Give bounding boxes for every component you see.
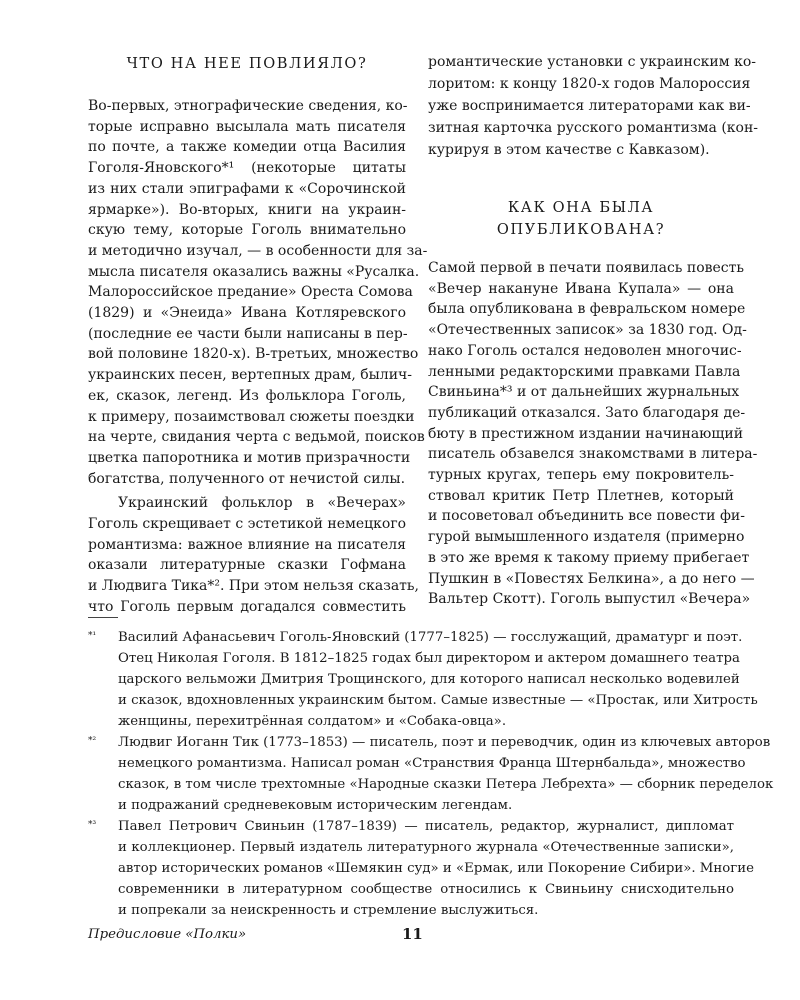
footnote-line: и подражаний средневековым историческим легендам. — [118, 798, 513, 813]
text-line: и методично изучал, — в особенности для за- — [88, 242, 428, 259]
footnote-mark: *¹ — [88, 631, 97, 641]
text-line: что Гоголь первым догадался совместить — [88, 598, 406, 615]
text-line: уже воспринимается литераторами как ви- — [428, 98, 751, 114]
footnote-line: и попрекали за неискренность и стремление выслужиться. — [118, 903, 539, 918]
text-line: в это же время к такому приему прибегает — [428, 549, 750, 566]
text-line: Пушкин в «Повестях Белкина», а до него — — [428, 570, 755, 587]
text-line: лоритом: к концу 1820-х годов Малороссия — [428, 76, 751, 92]
text-line: Гоголь скрещивает с эстетикой немецкого — [88, 516, 407, 532]
text-line: Гоголя-Яновского*¹ (некоторые цитаты — [88, 160, 406, 177]
text-line: ленными редакторскими правками Павла — [428, 363, 741, 380]
text-line: курируя в этом качестве с Кавказом). — [428, 142, 710, 158]
text-line: на черте, свидания черта с ведьмой, поисков — [88, 429, 425, 446]
footnote-line: и коллекционер. Первый издатель литературного журнала «Отечественные записки», — [118, 840, 734, 855]
text-line: богатства, полученного от нечистой силы. — [88, 470, 406, 487]
text-line: по почте, а также комедии отца Василия — [88, 139, 406, 156]
text-line: публикаций отказался. Зато благодаря де- — [428, 404, 746, 421]
footnote-mark: *³ — [88, 820, 97, 830]
text-line: Самой первой в печати появилась повесть — [428, 260, 744, 276]
text-line: гурой вымышленного издателя (примерно — [428, 529, 745, 546]
text-line: из них стали эпиграфами к «Сорочинской — [88, 180, 406, 197]
running-footer-title: Предисловие «Полки» — [88, 927, 247, 942]
footnote-mark: *² — [88, 736, 97, 746]
footnote-line: женщины, перехитрённая солдатом» и «Собака-овца». — [118, 714, 507, 729]
text-line: турных кругах, теперь ему покровитель- — [428, 467, 734, 483]
text-line: скую тему, которые Гоголь внимательно — [88, 222, 406, 239]
text-line: Свиньина*³ и от дальнейших журнальных — [428, 384, 740, 401]
text-line: нако Гоголь остался недоволен многочис- — [428, 342, 742, 359]
section-heading-publication-line2: ОПУБЛИКОВАНА? — [496, 221, 666, 238]
text-line: «Вечер накануне Ивана Купала» — она — [428, 280, 734, 297]
footnote-line: немецкого романтизма. Написал роман «Странствия Франца Штернбальда», множество — [118, 756, 746, 771]
text-line: «Отечественных записок» за 1830 год. Од- — [428, 322, 747, 339]
footnote-line: Павел Петрович Свиньин (1787–1839) — писатель, редактор, журналист, дипломат — [118, 819, 734, 834]
text-line: Вальтер Скотт). Гоголь выпустил «Вечера» — [428, 591, 751, 608]
text-line: писатель обзавелся знакомствами в литера- — [428, 446, 758, 463]
text-line: ек, сказок, легенд. Из фольклора Гоголь, — [88, 387, 406, 404]
footnote-divider — [88, 617, 118, 618]
section-heading-influences: ЧТО НА НЕЕ ПОВЛИЯЛО? — [126, 55, 368, 72]
text-line: и посоветовал объединить все повести фи- — [428, 508, 745, 525]
text-line: и Людвига Тика*². При этом нельзя сказать, — [88, 578, 419, 595]
footnote-line: современники в литературном сообществе относились к Свиньину снисходительно — [118, 882, 734, 897]
section-heading-publication: КАК ОНА БЫЛА — [507, 199, 655, 216]
text-line: торые исправно высылала мать писателя — [88, 118, 406, 135]
text-line: цветка папоротника и мотив призрачности — [88, 449, 411, 466]
text-line: Украинский фольклор в «Вечерах» — [118, 495, 406, 512]
text-line: романтизма: важное влияние на писателя — [88, 536, 406, 553]
text-line: вой половине 1820-х). В-третьих, множество — [88, 346, 419, 363]
text-line: украинских песен, вертепных драм, былич- — [88, 367, 413, 384]
text-line: (1829) и «Энеида» Ивана Котляревского — [88, 305, 406, 321]
text-line: Во-первых, этнографические сведения, ко- — [88, 98, 408, 114]
page-number: 11 — [402, 925, 423, 943]
text-line: ствовал критик Петр Плетнев, который — [428, 487, 734, 504]
footnote-line: Людвиг Иоганн Тик (1773–1853) — писатель, поэт и переводчик, один из ключевых авторов — [118, 735, 771, 750]
footnote-line: Василий Афанасьевич Гоголь-Яновский (1777–1825) — госслужащий, драматург и поэт. — [118, 630, 743, 645]
text-line: зитная карточка русского романтизма (кон- — [428, 120, 759, 136]
text-line: к примеру, позаимствовал сюжеты поездки — [88, 408, 415, 425]
footnote-line: автор исторических романов «Шемякин суд» и «Ермак, или Покорение Сибири». Многие — [118, 861, 754, 876]
footnote-line: и сказок, вдохновленных украинским бытом. Самые известные — «Простак, или Хитрость — [118, 693, 758, 708]
footnote-line: царского вельможи Дмитрия Трощинского, для которого написал несколько водевилей — [118, 672, 740, 687]
text-line: Малороссийское предание» Ореста Сомова — [88, 284, 413, 301]
text-line: мысла писателя оказались важны «Русалка. — [88, 263, 420, 280]
footnote-line: сказок, в том числе трехтомные «Народные сказки Петера Лебрехта» — сборник переделок — [118, 777, 774, 792]
text-line: была опубликована в февральском номере — [428, 301, 746, 318]
text-line: (последние ее части были написаны в пер- — [88, 325, 408, 342]
text-line: ярмарке»). Во-вторых, книги на украин- — [88, 201, 406, 218]
text-line: бюту в престижном издании начинающий — [428, 425, 744, 442]
text-line: романтические установки с украинским ко- — [428, 54, 756, 70]
text-line: оказали литературные сказки Гофмана — [88, 557, 406, 574]
footnote-line: Отец Николая Гоголя. В 1812–1825 годах был директором и актером домашнего театра — [118, 651, 740, 666]
